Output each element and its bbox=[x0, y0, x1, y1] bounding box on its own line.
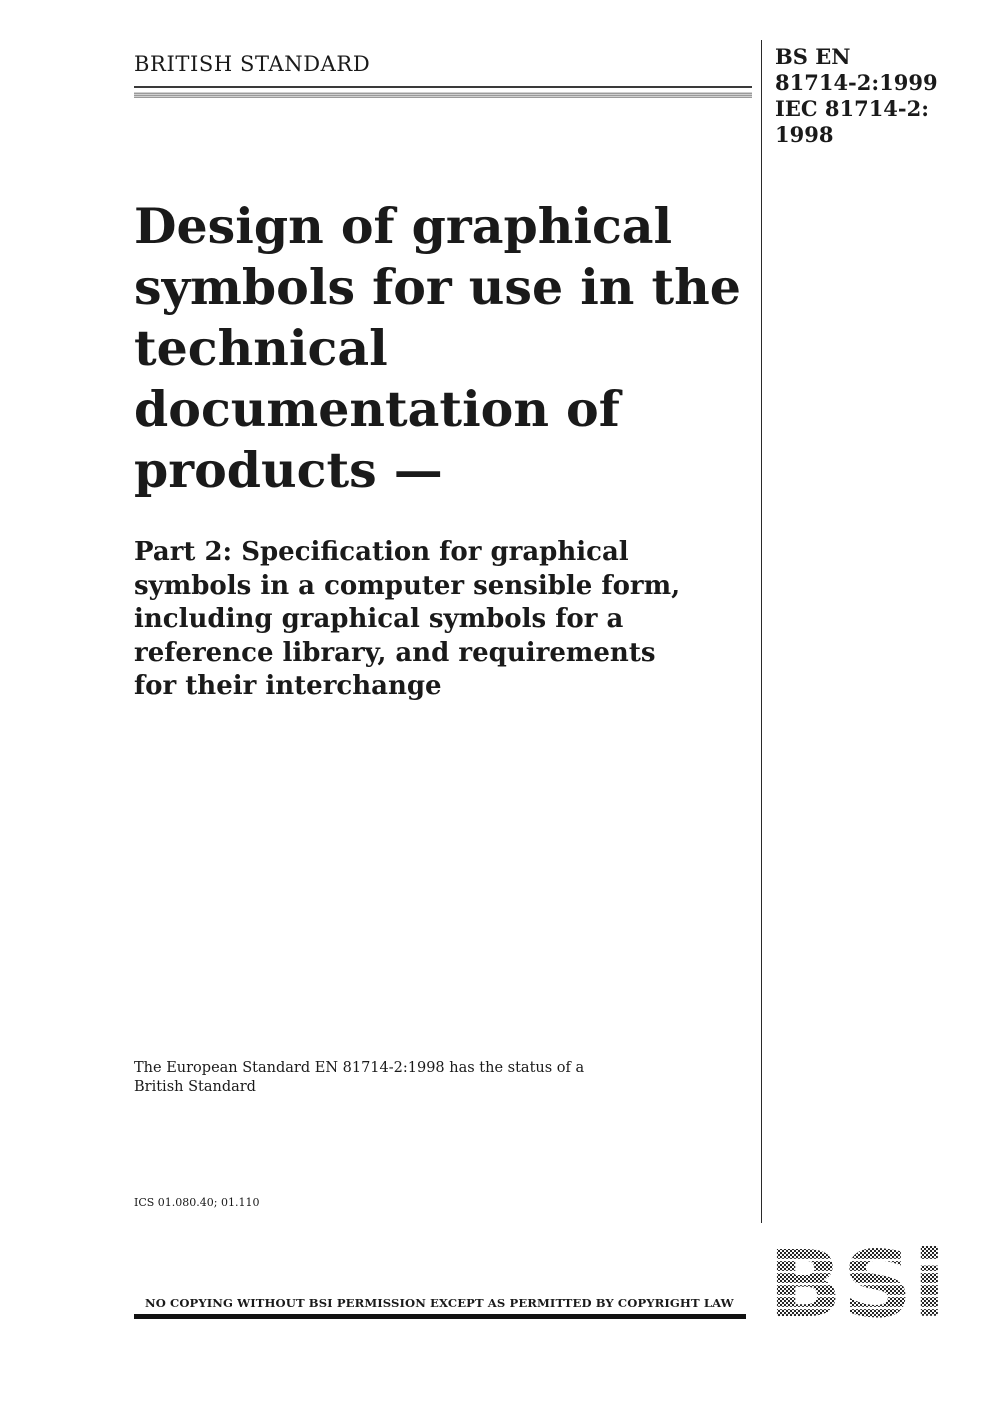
standard-number-line: 1998 bbox=[775, 122, 834, 147]
status-note-line: The European Standard EN 81714-2:1998 has the status of a bbox=[134, 1060, 585, 1076]
standard-number-line: IEC 81714-2: bbox=[775, 96, 929, 121]
ics-code: ICS 01.080.40; 01.110 bbox=[134, 1196, 260, 1209]
title-line: products — bbox=[134, 441, 443, 499]
status-note bbox=[134, 1059, 584, 1097]
column-divider bbox=[761, 40, 762, 1223]
document-title bbox=[134, 196, 744, 501]
header-grey-band bbox=[134, 92, 752, 98]
title-line: symbols for use in the bbox=[134, 258, 741, 316]
standard-numbers bbox=[775, 44, 938, 148]
status-note-line: British Standard bbox=[134, 1079, 256, 1095]
subtitle-line: Part 2: Specification for graphical bbox=[134, 537, 629, 567]
subtitle-line: symbols in a computer sensible form, bbox=[134, 570, 681, 601]
document-category-label: BRITISH STANDARD bbox=[134, 52, 371, 76]
subtitle-line: including graphical symbols for a bbox=[134, 604, 624, 634]
footer-rule bbox=[134, 1314, 746, 1319]
document-subtitle bbox=[134, 536, 744, 704]
bsi-logo-icon bbox=[768, 1244, 948, 1319]
subtitle-line: for their interchange bbox=[134, 671, 442, 701]
title-line: documentation of bbox=[134, 380, 620, 438]
header-rule bbox=[134, 86, 752, 88]
subtitle-line: reference library, and requirements bbox=[134, 637, 656, 668]
title-line: Design of graphical bbox=[134, 197, 673, 255]
standard-number-line: BS EN bbox=[775, 44, 851, 69]
standard-number-line: 81714-2:1999 bbox=[775, 70, 938, 95]
copyright-notice: NO COPYING WITHOUT BSI PERMISSION EXCEPT AS PERMITTED BY COPYRIGHT LAW bbox=[145, 1296, 734, 1310]
title-line: technical bbox=[134, 319, 388, 377]
